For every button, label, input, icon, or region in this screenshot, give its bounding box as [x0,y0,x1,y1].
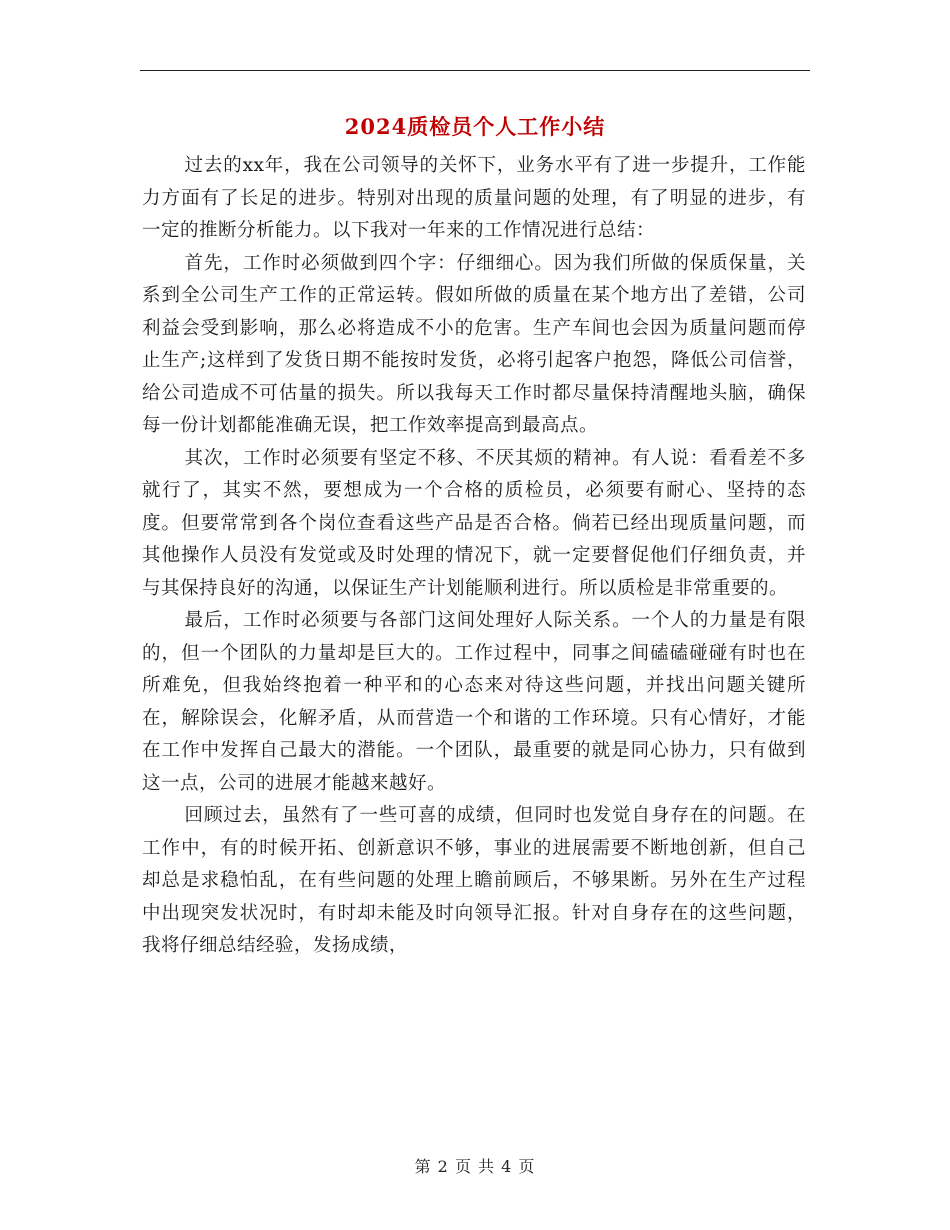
paragraph-last: 最后，工作时必须要与各部门这间处理好人际关系。一个人的力量是有限的，但一个团队的力量却是巨大的。工作过程中，同事之间磕磕碰碰有时也在所难免，但我始终抱着一种平和的心态来对待这些问题，并找出问题关键所在，解除误会，化解矛盾，从而营造一个和谐的工作环境。只有心情好，才能在工作中发挥自己最大的潜能。一个团队，最重要的就是同心协力，只有做到这一点，公司的进展才能越来越好。 [142,610,806,794]
paragraph-first: 首先，工作时必须做到四个字：仔细细心。因为我们所做的保质保量，关系到全公司生产工作的正常运转。假如所做的质量在某个地方出了差错，公司利益会受到影响，那么必将造成不小的危害。生产车间也会因为质量问题而停止生产;这样到了发货日期不能按时发货，必将引起客户抱怨，降低公司信誉，给公司造成不可估量的损失。所以我每天工作时都尽量保持清醒地头脑，确保每一份计划都能准确无误，把工作效率提高到最高点。 [142,252,806,436]
document-body [142,150,806,963]
document-title: 2024质检员个人工作小结 [344,114,606,139]
header-rule [140,70,810,71]
paragraph-review: 回顾过去，虽然有了一些可喜的成绩，但同时也发觉自身存在的问题。在工作中，有的时候开拓、创新意识不够，事业的进展需要不断地创新，但自己却总是求稳怕乱，在有些问题的处理上瞻前顾后，不够果断。另外在生产过程中出现突发状况时，有时却未能及时向领导汇报。针对自身存在的这些问题，我将仔细总结经验，发扬成绩， [142,805,806,956]
paragraph-second: 其次，工作时必须要有坚定不移、不厌其烦的精神。有人说：看看差不多就行了，其实不然，要想成为一个合格的质检员，必须要有耐心、坚持的态度。但要常常到各个岗位查看这些产品是否合格。倘若已经出现质量问题，而其他操作人员没有发觉或及时处理的情况下，就一定要督促他们仔细负责，并与其保持良好的沟通，以保证生产计划能顺利进行。所以质检是非常重要的。 [142,447,806,599]
paragraph-intro: 过去的xx年，我在公司领导的关怀下，业务水平有了进一步提升，工作能力方面有了长足的进步。特别对出现的质量问题的处理，有了明显的进步，有一定的推断分析能力。以下我对一年来的工作情况进行总结： [142,155,806,241]
page-number: 第 2 页 共 4 页 [414,1157,536,1176]
